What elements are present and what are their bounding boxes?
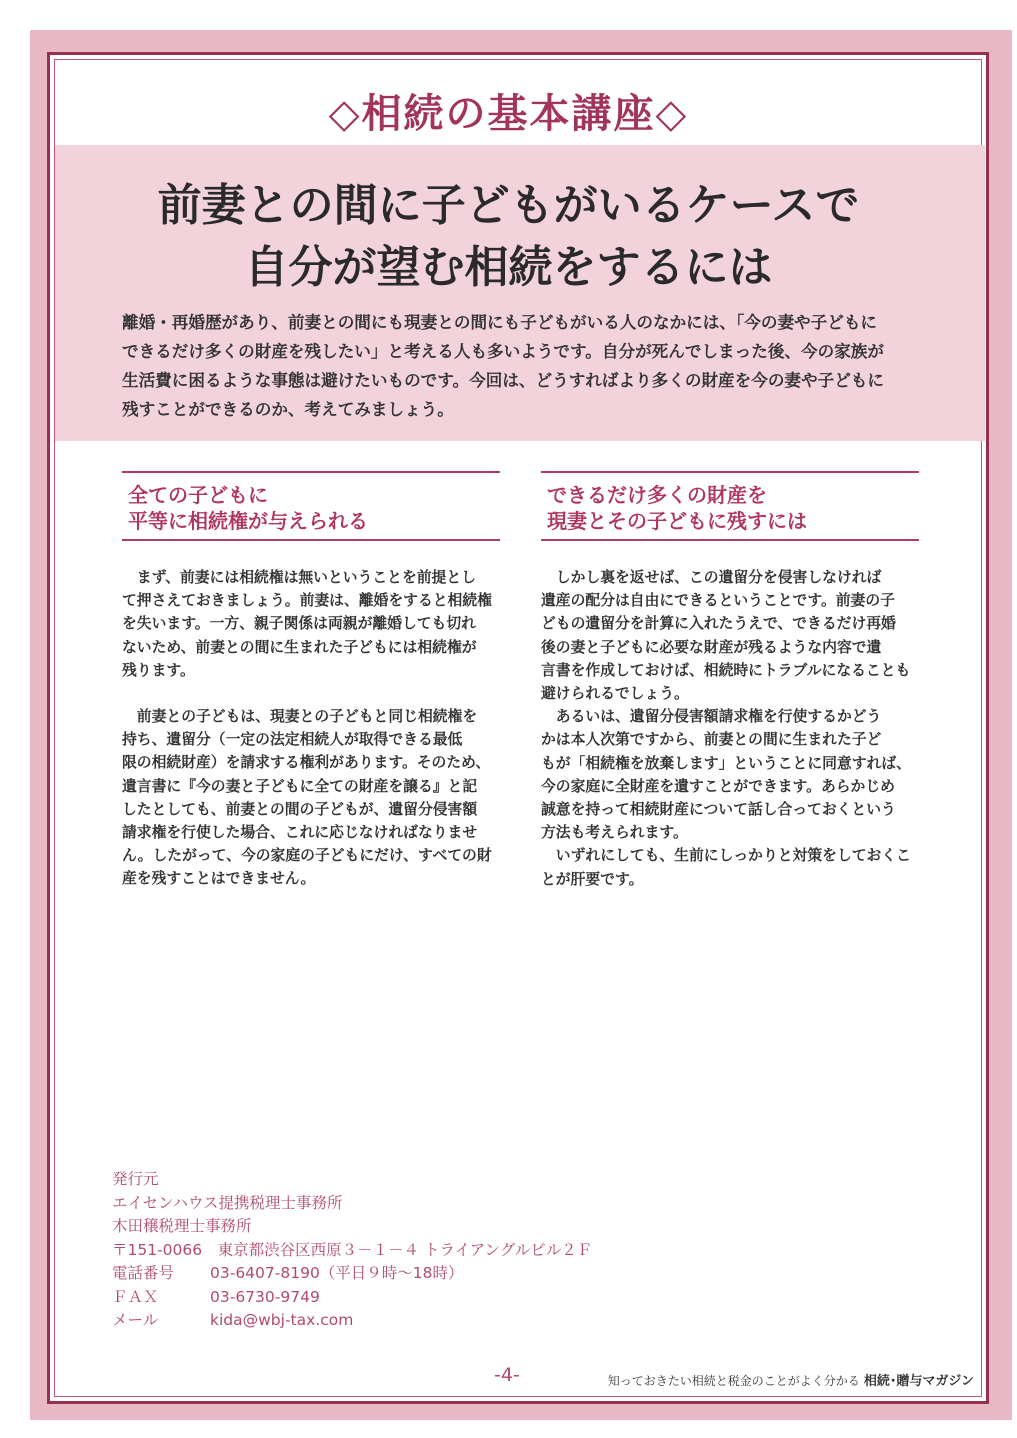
publisher-label: 発行元 <box>112 1170 159 1188</box>
page-number: -4- <box>494 1364 520 1386</box>
fax-label: ＦＡＸ <box>112 1287 159 1306</box>
mail-label: メール <box>112 1311 159 1329</box>
publisher-org-2: 木田穣税理士事務所 <box>112 1217 252 1235</box>
body-line: を失います。一方、親子関係は両親が離婚しても切れ <box>122 615 476 633</box>
body-line: 前妻との子どもは、現妻との子どもと同じ相続権を <box>122 708 478 726</box>
right-heading-line-1: できるだけ多くの財産を <box>547 483 767 507</box>
body-line: ん。したがって、今の家庭の子どもにだけ、すべての財 <box>122 847 492 865</box>
body-line: 残ります。 <box>122 661 195 679</box>
headline-line-1: 前妻との間に子どもがいるケースで <box>157 180 860 231</box>
body-line: どもの遺留分を計算に入れたうえで、できるだけ再婚 <box>541 615 896 633</box>
publisher-address: 〒151-0066 東京都渋谷区西原３－１－４ トライアングルビル２Ｆ <box>112 1240 593 1259</box>
body-line: 言書を作成しておけば、相続時にトラブルになることも <box>541 661 911 679</box>
body-line: 持ち、遺留分（一定の法定相続人が取得できる最低 <box>122 731 463 749</box>
paragraph-gap <box>122 682 502 705</box>
footer-tagline-text: 知っておきたい相続と税金のことがよく分かる <box>607 1374 860 1388</box>
publisher-tel-row <box>112 1262 592 1286</box>
publisher-mail-row <box>112 1309 592 1333</box>
body-line: 方法も考えられます。 <box>541 824 688 842</box>
lead-line: できるだけ多くの財産を残したい」と考える人も多いようです。自分が死んでしまった後、今の家族が <box>122 341 884 361</box>
right-section-heading <box>541 471 919 541</box>
right-column-body <box>541 566 921 891</box>
body-line: 限の相続財産）を請求する権利があります。そのため、 <box>122 754 491 772</box>
body-line: 遺産の配分は自由にできるということです。前妻の子 <box>541 592 895 610</box>
publisher-org-1: エイセンハウス提携税理士事務所 <box>112 1193 343 1212</box>
tel-value: 03-6407-8190（平日９時～18時） <box>210 1264 464 1282</box>
body-line: 遺言書に『今の妻と子どもに全ての財産を譲る』と記 <box>122 777 478 795</box>
left-heading-line-1: 全ての子どもに <box>128 483 268 507</box>
lead-line: 生活費に困るような事態は避けたいものです。今回は、どうすればより多くの財産を今の妻や子どもに <box>122 370 884 390</box>
body-line: いずれにしても、生前にしっかりと対策をしておくこ <box>541 847 911 865</box>
lead-paragraph <box>122 308 922 424</box>
mail-value[interactable]: kida@wbj-tax.com <box>210 1311 354 1329</box>
publisher-fax-row <box>112 1286 592 1310</box>
body-line: 請求権を行使した場合、これに応じなければなりませ <box>122 824 478 842</box>
footer-tagline <box>608 1370 974 1389</box>
lead-line: 離婚・再婚歴があり、前妻との間にも現妻との間にも子どもがいる人のなかには、「今の妻や子どもに <box>122 312 878 332</box>
body-line: 後の妻と子どもに必要な財産が残るような内容で遺 <box>541 638 882 656</box>
body-line: かは本人次第ですから、前妻との間に生まれた子ど <box>541 731 882 749</box>
body-line: まず、前妻には相続権は無いということを前提とし <box>122 569 476 586</box>
body-line: 産を残すことはできません。 <box>122 870 316 888</box>
left-heading-line-2: 平等に相続権が与えられる <box>128 509 368 533</box>
body-line: しかし裏を返せば、この遺留分を侵害しなければ <box>541 569 882 586</box>
body-line: 避けられるでしょう。 <box>541 685 689 703</box>
body-line: ないため、前妻との間に生まれた子どもには相続権が <box>122 638 477 656</box>
publisher-info <box>112 1168 592 1333</box>
body-line: もが「相続権を放棄します」ということに同意すれば、 <box>541 754 911 772</box>
series-title: ◇相続の基本講座◇ <box>328 91 689 137</box>
body-line: て押さえておきましょう。前妻は、離婚をすると相続権 <box>122 592 492 610</box>
lead-line: 残すことができるのか、考えてみましょう。 <box>122 399 454 419</box>
body-line: 誠意を持って相続財産について話し合っておくという <box>541 801 896 819</box>
article-headline <box>0 175 1017 299</box>
body-line: とが肝要です。 <box>541 870 644 888</box>
right-heading-line-2: 現妻とその子どもに残すには <box>547 509 807 533</box>
body-line: あるいは、遺留分侵害額請求権を行使するかどう <box>541 708 882 726</box>
fax-value: 03-6730-9749 <box>210 1287 320 1306</box>
left-section-heading <box>122 471 500 541</box>
magazine-name: 相続･贈与マガジン <box>863 1374 974 1389</box>
headline-line-2: 自分が望む相続をするには <box>244 242 773 293</box>
left-column-body <box>122 566 502 891</box>
body-line: 今の家庭に全財産を遺すことができます。あらかじめ <box>541 777 895 795</box>
body-line: したとしても、前妻との間の子どもが、遺留分侵害額 <box>122 800 478 818</box>
tel-label: 電話番号 <box>112 1264 175 1282</box>
